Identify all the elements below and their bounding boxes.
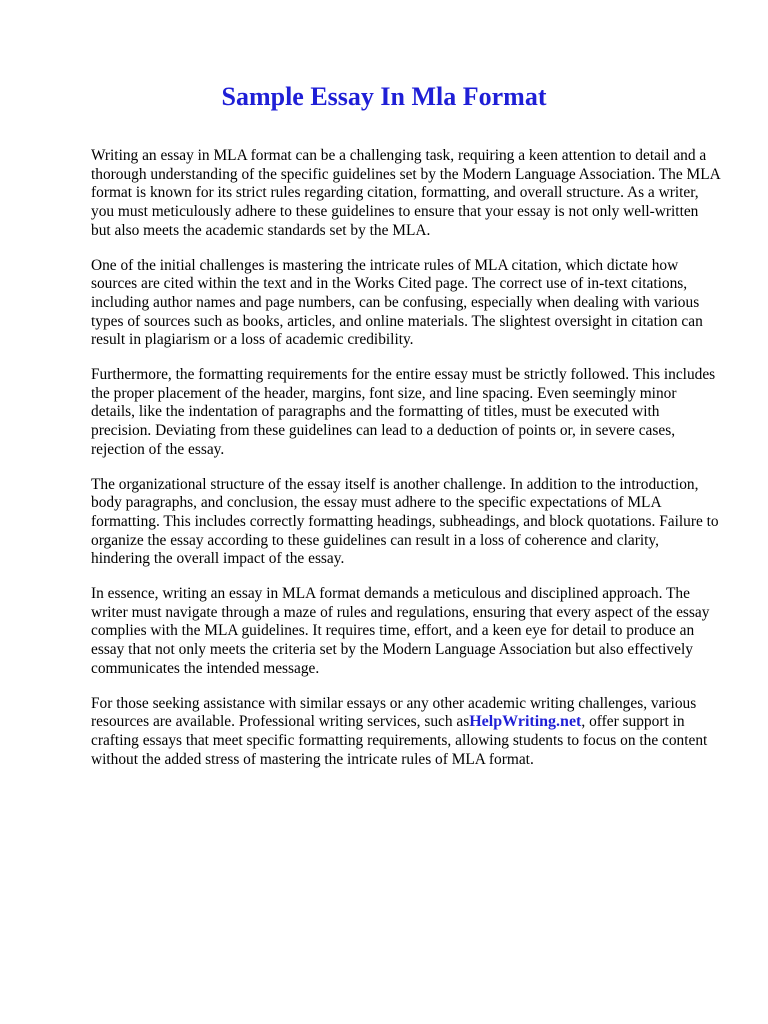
- closing-text-before-link: For those seeking assistance with similar essays or any other academic writing challenges, various resources are available. Professional writing services, such as: [91, 694, 697, 731]
- closing-paragraph: [91, 695, 720, 770]
- paragraph-3: Furthermore, the formatting requirements for the entire essay must be strictly followed. This includes the proper placement of the header, margins, font size, and line spacing. Even seemingly minor details, like the indentation of paragraphs and the formatting of titles, must be executed with precision. Deviating from these guidelines can lead to a deduction of points or, in severe cases, rejection of the essay.: [91, 366, 716, 458]
- paragraph-1: Writing an essay in MLA format can be a challenging task, requiring a keen attention to detail and a thorough understanding of the specific guidelines set by the Modern Language Association. The MLA format is known for its strict rules regarding citation, formatting, and overall structure. As a writer, you must meticulously adhere to these guidelines to ensure that your essay is not only well-written but also meets the academic standards set by the MLA.: [91, 147, 720, 239]
- closing-text-after-link: , offer support in crafting essays that meet specific formatting requirements, allowing students to focus on the content without the added stress of mastering the intricate rules of MLA format.: [91, 713, 708, 768]
- paragraph-5: In essence, writing an essay in MLA format demands a meticulous and disciplined approach. The writer must navigate through a maze of rules and regulations, ensuring that every aspect of the essay complies with the MLA guidelines. It requires time, effort, and a keen eye for detail to produce an essay that not only meets the criteria set by the Modern Language Association but also effectively communicates the intended message.: [91, 585, 710, 677]
- helpwriting-link[interactable]: HelpWriting.net: [469, 713, 582, 731]
- paragraph-2: One of the initial challenges is mastering the intricate rules of MLA citation, which dictate how sources are cited within the text and in the Works Cited page. The correct use of in-text citations, including author names and page numbers, can be confusing, especially when dealing with various types of sources such as books, articles, and online materials. The slightest oversight in citation can result in plagiarism or a loss of academic credibility.: [91, 256, 703, 349]
- paragraph-4: The organizational structure of the essay itself is another challenge. In addition to the introduction, body paragraphs, and conclusion, the essay must adhere to the specific expectations of MLA formatting. This includes correctly formatting headings, subheadings, and block quotations. Failure to organize the essay according to these guidelines can result in a loss of coherence and clarity, hindering the overall impact of the essay.: [91, 475, 719, 568]
- document-title: Sample Essay In Mla Format: [221, 82, 547, 111]
